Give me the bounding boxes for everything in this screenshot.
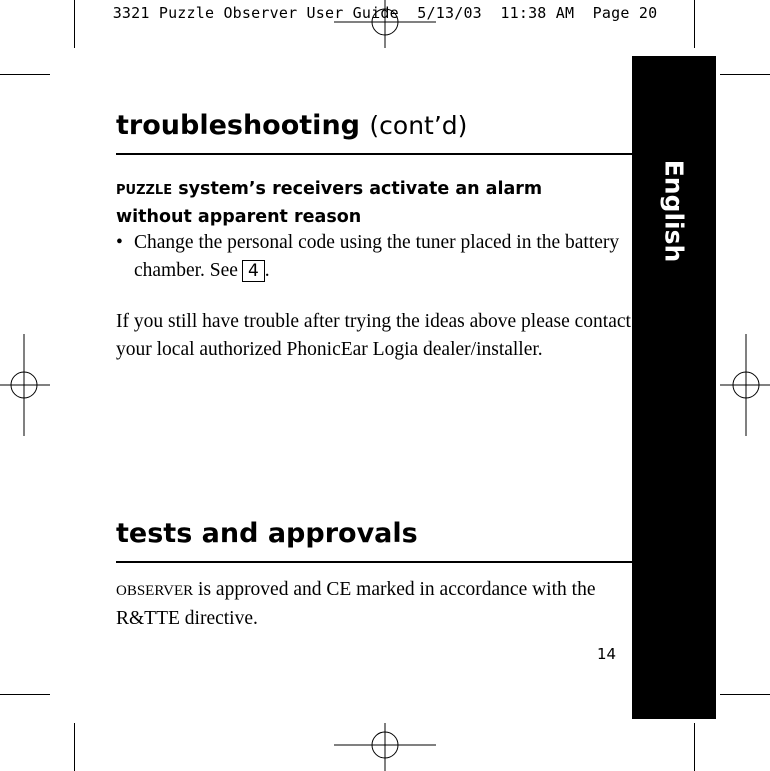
section-title-text: troubleshooting	[116, 110, 360, 141]
bullet-item	[116, 229, 632, 285]
bullet-text: Change the personal code using the tuner placed in the battery chamber. See	[134, 232, 620, 281]
bullet-end: .	[264, 260, 270, 281]
bullet-icon: •	[116, 232, 123, 253]
help-paragraph: If you still have trouble after trying the ideas above please contact your local authorized PhonicEar Logia dealer/installer.	[116, 311, 631, 360]
approvals-paragraph	[116, 576, 632, 633]
approvals-text: is approved and CE marked in accordance with the R&TTE directive.	[116, 579, 596, 629]
crop-mark-bottom-right-v	[694, 723, 695, 771]
section-title-suffix: (cont’d)	[369, 111, 468, 140]
bullet-text-block	[116, 229, 632, 285]
registration-mark-bottom-icon	[334, 720, 436, 771]
registration-mark-right-icon	[720, 334, 770, 436]
crop-mark-bottom-right-h	[720, 694, 770, 695]
crop-mark-top-left-h	[0, 74, 50, 75]
language-tab-label: English	[659, 159, 689, 263]
section-title-troubleshooting	[116, 112, 467, 139]
registration-mark-top-icon	[334, 0, 436, 56]
section-title-tests-approvals: tests and approvals	[116, 518, 418, 549]
subheading-text: system’s receivers activate an alarm without apparent reason	[116, 179, 543, 227]
crop-mark-bottom-left-v	[74, 723, 75, 771]
section-rule	[116, 561, 632, 563]
approvals-smallcaps: OBSERVER	[116, 583, 194, 599]
crop-mark-top-right-v	[694, 0, 695, 48]
language-tab	[632, 56, 716, 719]
crop-mark-bottom-left-h	[0, 694, 50, 695]
crop-mark-top-right-h	[720, 74, 770, 75]
crop-mark-top-left-v	[74, 0, 75, 48]
printer-slug: 3321 Puzzle Observer User Guide 5/13/03 11:38 AM Page 20	[112, 4, 658, 22]
registration-mark-left-icon	[0, 334, 50, 436]
page-number: 14	[597, 645, 617, 663]
subheading-smallcaps: PUZZLE	[116, 183, 173, 198]
section-rule	[116, 153, 632, 155]
subheading	[116, 176, 576, 231]
step-reference-box: 4	[242, 260, 265, 282]
